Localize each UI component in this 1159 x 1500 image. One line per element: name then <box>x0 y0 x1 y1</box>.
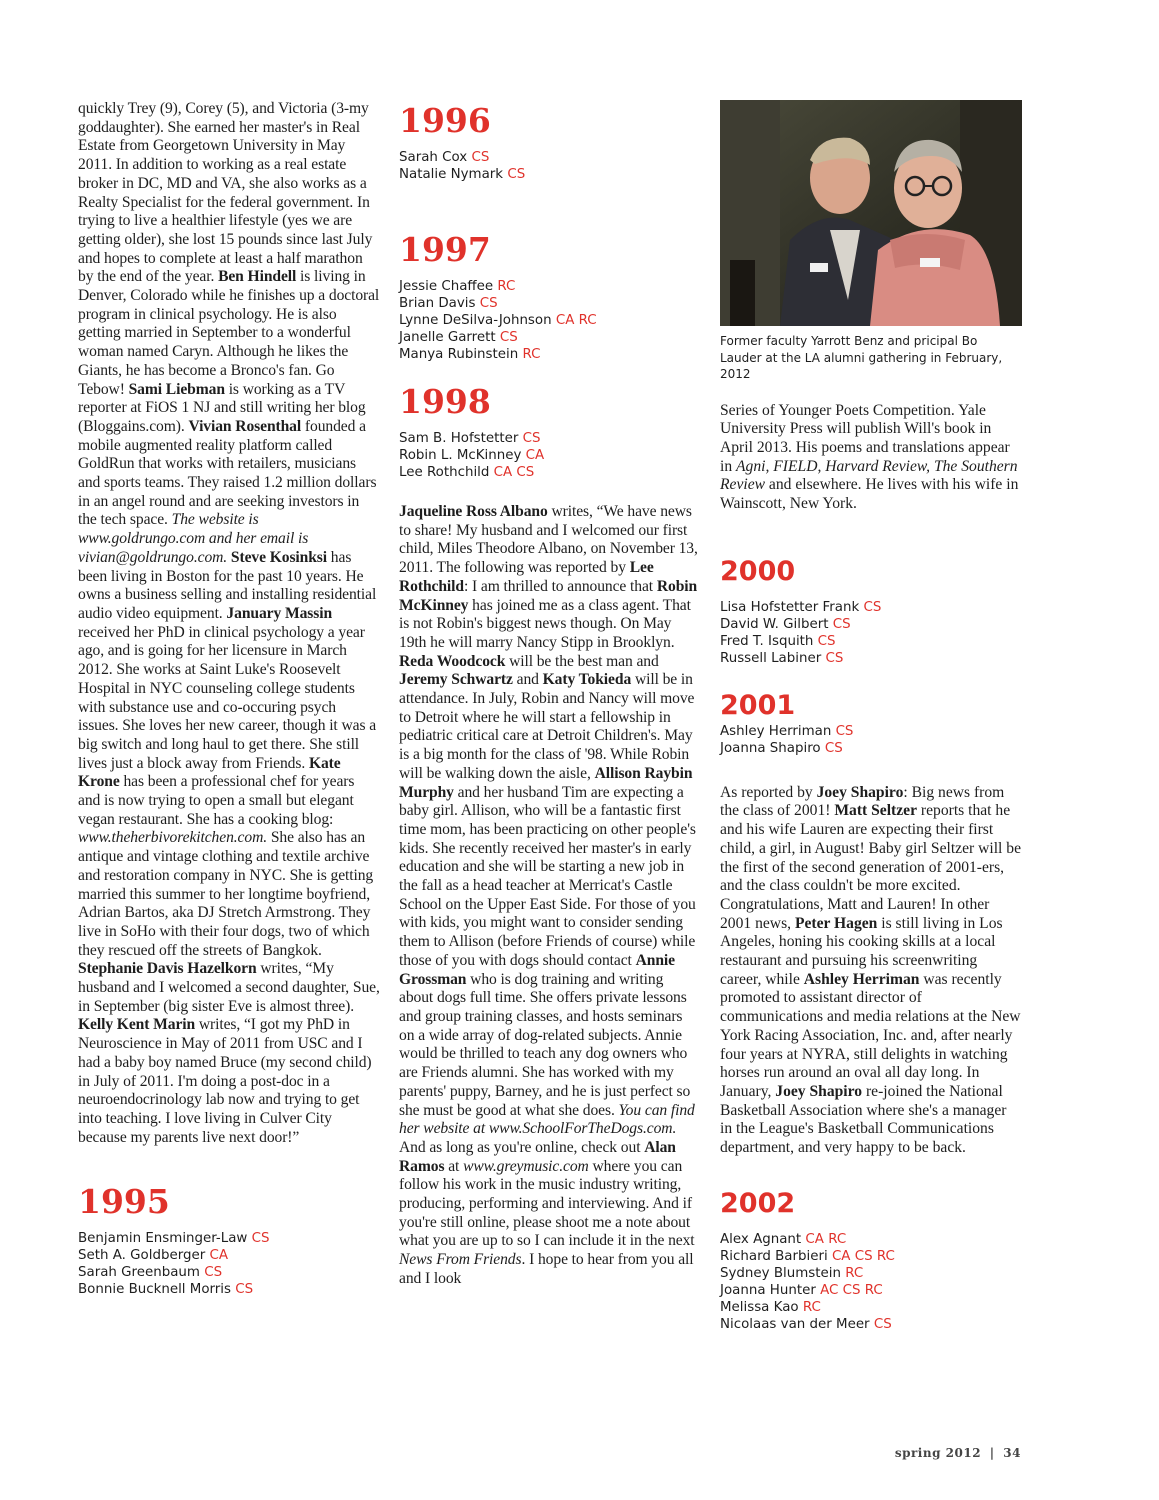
class-1998-notes <box>399 503 701 1289</box>
agent-name: Brian Davis <box>399 296 476 311</box>
class-agent-item <box>399 278 701 295</box>
column-1 <box>78 100 380 1298</box>
agent-name: Sarah Greenbaum <box>78 1265 200 1281</box>
agent-name: Russell Labiner <box>720 650 822 666</box>
text-run: who is dog training and writing about dogs full time. She offers private lessons and group training classes, and hosts seminars on a wide array of dog-related subjects. Annie would be thrilled to teach any dog owners who are Friends alumni. She has worked with my parents' puppy, Barney, and he is just perfect so she must be good at what she does. <box>399 970 691 1119</box>
class-notes-continued <box>78 100 380 1147</box>
agent-name: Nicolaas van der Meer <box>720 1316 870 1332</box>
person-name: Joey Shapiro <box>775 1082 863 1100</box>
agent-role-codes: CS <box>832 616 851 632</box>
year-heading-1998: 1998 <box>399 382 491 421</box>
text-run: writes, “We have news to share! My husband and I welcomed our first child, Miles Theodore Albano, on November 13, 2011. The following was reported by <box>399 503 698 577</box>
text-run: founded a mobile augmented reality platform called GoldRun that works with retailers, musicians and sports teams. They raised 1.2 million dollars in an angel round and are seeking investors in the tech space. <box>78 417 377 529</box>
class-agent-item <box>399 430 701 447</box>
alumni-photo <box>720 100 1022 326</box>
agent-name: Sam B. Hofstetter <box>399 431 519 446</box>
class-agent-item <box>720 1231 1022 1248</box>
year-heading-1997: 1997 <box>399 230 491 269</box>
agent-role-codes: CS <box>522 431 541 446</box>
person-name: Lee Rothchild <box>399 559 654 595</box>
agent-name: Lisa Hofstetter Frank <box>720 599 860 615</box>
agent-name: Jessie Chaffee <box>399 279 494 294</box>
agent-role-codes: CS <box>251 1231 270 1247</box>
agent-role-codes: CA CS <box>493 465 535 480</box>
text-run: and <box>512 671 543 689</box>
agent-name: Sydney Blumstein <box>720 1265 841 1281</box>
column-3 <box>720 100 1022 1333</box>
person-name: Robin McKinney <box>399 577 698 614</box>
agent-role-codes: CA <box>209 1248 228 1264</box>
text-run: received her PhD in clinical psychology a year ago, and is going for her licensure in March 2012. She works at Saint Luke's Roosevelt Hospital in NYC counseling college students with substance use and co-occuring psych issues. She loves her new career, though it was a big switch and long haul to get there. She still lives just a block away from Friends. <box>78 623 377 772</box>
class-agent-item <box>720 599 1022 616</box>
class-1996 <box>399 101 701 183</box>
agent-name: Richard Barbieri <box>720 1248 828 1264</box>
person-name: Sami Liebman <box>128 380 225 398</box>
class-agent-item <box>78 1247 380 1264</box>
italic-text: www.greymusic.com <box>463 1157 589 1175</box>
year-heading-2001: 2001 <box>720 689 796 721</box>
person-name: Jaqueline Ross Albano <box>399 503 548 520</box>
agent-name: Benjamin Ensminger-Law <box>78 1231 248 1247</box>
text-run: has been living in Boston for the past 10 years. He owns a business selling and installing residential audio video equipment. <box>78 548 377 622</box>
person-name: January Massin <box>226 604 333 622</box>
text-run: will be in attendance. In July, Robin and Nancy will move to Detroit where he will start a fellowship in pediatric critical care at Detroit Children's. May is a big month for the class of '98. While Robin will be walking down the aisle, <box>399 671 695 782</box>
year-heading-1996: 1996 <box>399 101 491 140</box>
text-run: has been a professional chef for years and is now trying to open a small but elegant vegan restaurant. She has a cooking blog: <box>78 773 355 828</box>
class-agent-list-2002 <box>720 1231 1022 1333</box>
year-heading-1995: 1995 <box>78 1182 170 1222</box>
agent-name: Manya Rubinstein <box>399 347 519 362</box>
class-agent-list-2001 <box>720 723 1022 757</box>
text-run: She also has an antique and vintage clothing and textile archive and restoration company in NYC. She is getting married this summer to her longtime boyfriend, Adrian Bartos, aka DJ Stretch Armstrong. They live in SoHo with their four dogs, two of which they rescued off the streets of Bangkok. <box>78 829 374 959</box>
agent-role-codes: CS <box>873 1316 892 1332</box>
page-footer <box>895 1446 1021 1460</box>
text-run: Series of Younger Poets Competition. Yale University Press will publish Will's book in April 2013. His poems and translations appear in <box>720 401 1010 475</box>
text-run: . I hope to hear from you all and I look <box>399 1251 694 1287</box>
issue-season: spring 2012 <box>894 1446 982 1460</box>
agent-role-codes: CA RC <box>555 313 597 328</box>
class-agent-item <box>399 464 701 481</box>
class-agent-item <box>720 1316 1022 1333</box>
column-2 <box>399 101 701 1289</box>
class-agent-item <box>78 1230 380 1247</box>
text-run: where you can follow his work in the music industry writing, producing, performing and interviewing. And if you're still online, please shoot me a note about what you are up to so I can include it in the next <box>399 1157 695 1250</box>
agent-name: Lee Rothchild <box>399 465 490 480</box>
agent-name: Seth A. Goldberger <box>78 1248 206 1264</box>
class-agent-list-1998 <box>399 430 701 481</box>
class-agent-item <box>720 650 1022 667</box>
agent-role-codes: CA CS RC <box>831 1248 895 1264</box>
agent-role-codes: CS <box>499 330 518 345</box>
agent-name: Joanna Hunter <box>720 1282 816 1298</box>
agent-role-codes: CS <box>471 150 490 165</box>
text-run: reports that he and his wife Lauren are expecting their first child, a girl, in August! Baby girl Seltzer will be the first of the second generation of 2001-ers, and the class couldn't be more excited. Congratulations, Matt and Lauren! In other 2001 news, <box>720 802 1021 932</box>
footer-divider: | <box>989 1446 995 1460</box>
person-name: Jeremy Schwartz <box>399 671 513 689</box>
agent-name: Bonnie Bucknell Morris <box>78 1282 231 1298</box>
class-1998 <box>399 382 701 481</box>
class-agent-item <box>399 149 701 166</box>
agent-name: Natalie Nymark <box>399 167 504 182</box>
person-name: Allison Raybin Murphy <box>399 764 693 801</box>
class-2001 <box>720 689 1022 757</box>
agent-role-codes: CS <box>835 723 854 739</box>
person-name: Steve Kosinksi <box>230 548 327 566</box>
agent-role-codes: RC <box>845 1265 864 1281</box>
year-heading-2000: 2000 <box>720 555 796 587</box>
agent-role-codes: AC CS RC <box>820 1282 883 1298</box>
class-agent-item <box>720 740 1022 757</box>
class-2002 <box>720 1187 1022 1333</box>
photo-caption: Former faculty Yarrott Benz and pricipal Bo Lauder at the LA alumni gathering in February, 2012 <box>720 334 1003 381</box>
text-run: re-joined the National Basketball Association where she's a manager in the League's Basketball Communications department, and very happy to be back. <box>720 1082 1007 1157</box>
text-run: quickly Trey (9), Corey (5), and Victoria (3-my goddaughter). She earned her master's in Real Estate from Georgetown University in May 2011. In addition to working as a real estate broker in DC, MD and VA, she also works as a Realty Specialist for the federal government. In trying to live a healthier lifestyle (yes we are getting older), she lost 15 pounds since last July and hopes to complete at least a half marathon by the end of the year. <box>78 100 373 286</box>
text-run: is working as a TV reporter at FiOS 1 NJ and still writing her blog (Bloggains.com). <box>78 380 366 435</box>
text-run: and her husband Tim are expecting a baby girl. Allison, who will be a fantastic first time mom, has been practicing on other people's kids. She recently received her master's in early education and she will be starting a new job in the fall as a head teacher at Merricat's Castle School on the Upper East Side. For those of you with kids, you might want to consider sending them to Allison (before Friends of course) while those of you with dogs should contact <box>399 783 696 969</box>
italic-text: You can find her website at www.SchoolForTheDogs.com. <box>399 1101 695 1138</box>
agent-name: Joanna Shapiro <box>720 740 821 756</box>
text-run: was recently promoted to assistant director of communications and media relations at the New York Racing Association, Inc. and, after nearly four years at NYRA, still delights in watching horses run around an oval all day long. In January, <box>720 970 1021 1100</box>
class-2000 <box>720 555 1022 667</box>
agent-role-codes: CS <box>825 650 844 666</box>
class-agent-item <box>78 1281 380 1298</box>
text-run: : I am thrilled to announce that <box>463 577 657 595</box>
person-name: Alan Ramos <box>399 1138 676 1175</box>
class-agent-item <box>399 346 701 363</box>
agent-role-codes: RC <box>802 1299 821 1315</box>
text-run: writes, “I got my PhD in Neuroscience in May of 2011 from USC and I had a baby boy named Bruce (my second child) in July of 2011. I'm doing a post-doc in a neuroendocrinology lab now and trying to get into teaching. I love living in Culver City because my parents live next door!” <box>78 1016 372 1146</box>
person-name: Joey Shapiro <box>816 783 904 801</box>
agent-name: Fred T. Isquith <box>720 633 814 649</box>
alumni-photo-image <box>720 100 1022 326</box>
text-run: at <box>444 1157 464 1175</box>
agent-role-codes: CA RC <box>805 1231 847 1247</box>
italic-text: Agni, FIELD, Harvard Review, The Southern Review <box>720 457 1018 494</box>
agent-name: Ashley Herriman <box>720 723 832 739</box>
class-agent-item <box>720 633 1022 650</box>
text-run: and elsewhere. He lives with his wife in Wainscott, New York. <box>720 476 1019 513</box>
italic-text: www.theherbivorekitchen.com. <box>78 829 268 847</box>
person-name: Peter Hagen <box>794 914 878 932</box>
agent-name: Robin L. McKinney <box>399 448 522 463</box>
class-agent-item <box>399 329 701 346</box>
text-run: And as long as you're online, check out <box>399 1138 645 1156</box>
agent-role-codes: CS <box>204 1265 223 1281</box>
class-agent-item <box>720 1265 1022 1282</box>
person-name: Vivian Rosenthal <box>188 417 302 435</box>
agent-role-codes: RC <box>497 279 516 294</box>
text-run: is living in Denver, Colorado while he finishes up a doctoral program in clinical psychology. He is also getting married in September to a wonderful woman named Caryn. Although he likes the Giants, he has become a Bronco's fan. Go Tebow! <box>78 268 380 398</box>
text-run: is still living in Los Angeles, honing his cooking skills at a local restaurant and pursuing his screenwriting career, while <box>720 914 1003 988</box>
page-number: 34 <box>1003 1446 1021 1460</box>
agent-name: Lynne DeSilva-Johnson <box>399 313 552 328</box>
agent-role-codes: CS <box>479 296 498 311</box>
agent-role-codes: RC <box>522 347 541 362</box>
italic-text: News From Friends <box>399 1251 522 1269</box>
agent-role-codes: CS <box>817 633 836 649</box>
agent-name: Melissa Kao <box>720 1299 799 1315</box>
person-name: Kate Krone <box>78 754 341 791</box>
class-1997 <box>399 230 701 363</box>
person-name: Stephanie Davis Hazelkorn <box>78 960 257 978</box>
class-agent-item <box>720 616 1022 633</box>
text-run: writes, “My husband and I welcomed a second daughter, Sue, in September (big sister Eve is almost three). <box>78 960 380 1015</box>
class-agent-item <box>720 1248 1022 1265</box>
year-heading-2002: 2002 <box>720 1187 796 1219</box>
class-agent-item <box>720 1299 1022 1316</box>
italic-text: The website is www.goldrungo.com and her email is vivian@goldrungo.com. <box>78 511 309 566</box>
agent-name: Sarah Cox <box>399 150 468 165</box>
class-agent-list-1996 <box>399 149 701 183</box>
agent-name: Alex Agnant <box>720 1231 802 1247</box>
class-agent-list-1997 <box>399 278 701 363</box>
text-run: has joined me as a class agent. That is not Robin's biggest news though. On May 19th he will marry Nancy Stipp in Brooklyn. <box>399 596 691 651</box>
text-run: : Big news from the class of 2001! <box>720 783 1005 820</box>
agent-role-codes: CS <box>863 599 882 615</box>
class-agent-item <box>399 295 701 312</box>
class-2001-notes <box>720 784 1022 1158</box>
agent-role-codes: CS <box>824 740 843 756</box>
person-name: Kelly Kent Marin <box>78 1016 196 1034</box>
person-name: Ashley Herriman <box>803 970 920 988</box>
class-1999-notes-continued <box>720 402 1022 514</box>
agent-role-codes: CS <box>507 167 526 182</box>
agent-name: David W. Gilbert <box>720 616 829 632</box>
class-agent-item <box>399 447 701 464</box>
agent-name: Janelle Garrett <box>399 330 496 345</box>
agent-role-codes: CA <box>525 448 545 463</box>
agent-role-codes: CS <box>235 1282 254 1298</box>
person-name: Ben Hindell <box>218 268 297 286</box>
text-run: As reported by <box>720 783 817 801</box>
class-agent-item <box>78 1264 380 1281</box>
class-1995 <box>78 1182 380 1298</box>
class-agent-item <box>720 1282 1022 1299</box>
class-agent-item <box>720 723 1022 740</box>
person-name: Katy Tokieda <box>542 671 632 689</box>
person-name: Annie Grossman <box>399 951 675 988</box>
class-agent-item <box>399 312 701 329</box>
person-name: Matt Seltzer <box>834 802 918 820</box>
class-agent-item <box>399 166 701 183</box>
class-agent-list-1995 <box>78 1230 380 1298</box>
class-agent-list-2000 <box>720 599 1022 667</box>
person-name: Reda Woodcock <box>399 652 506 670</box>
text-run: will be the best man and <box>505 652 659 670</box>
